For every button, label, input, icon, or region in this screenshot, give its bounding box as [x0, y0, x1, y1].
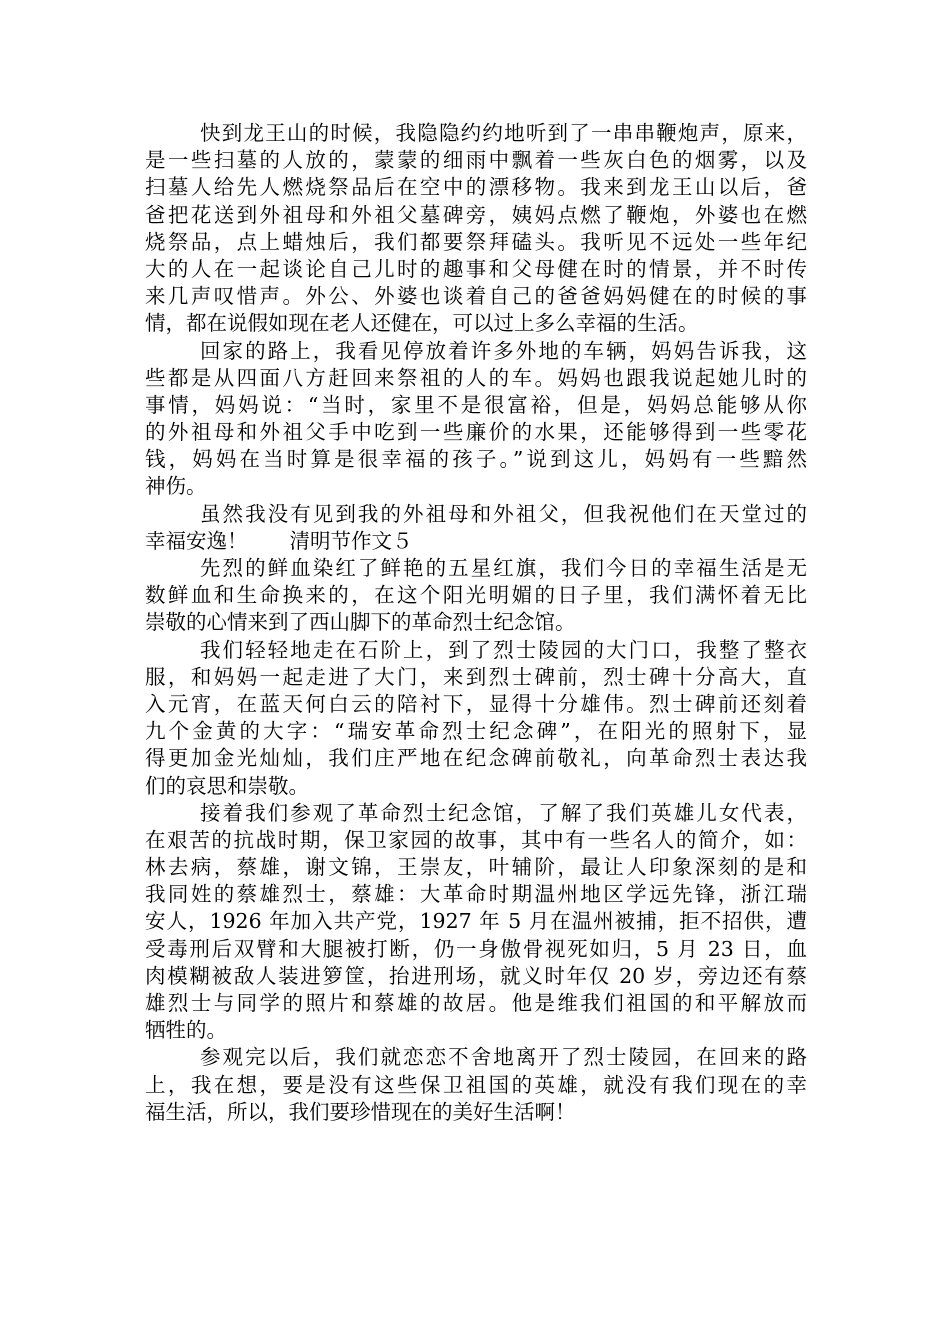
text-line: 接着我们参观了革命烈士纪念馆，了解了我们英雄儿女代表， [200, 800, 807, 825]
paragraph [145, 501, 807, 555]
text-line: 事情，妈妈说：“当时，家里不是很富裕，但是，妈妈总能够从你 [145, 392, 807, 417]
text-line: 我同姓的蔡雄烈士，蔡雄：大革命时期温州地区学远先锋，浙江瑞 [145, 882, 807, 907]
text-line: 些都是从四面八方赶回来祭祖的人的车。妈妈也跟我说起她儿时的 [145, 365, 807, 390]
text-line: 情，都在说假如现在老人还健在，可以过上多么幸福的生活。 [145, 311, 699, 336]
text-line: 的外祖母和外祖父手中吃到一些廉价的水果，还能够得到一些零花 [145, 420, 807, 445]
text-line: 先烈的鲜血染红了鲜艳的五星红旗，我们今日的幸福生活是无 [200, 556, 807, 580]
text-line: 肉模糊被敌人装进箩筐，抬进刑场，就义时年仅 20 岁，旁边还有蔡 [145, 963, 807, 988]
text-line: 扫墓人给先人燃烧祭品后在空中的漂移物。我来到龙王山以后，爸 [145, 175, 807, 200]
text-line: 烧祭品，点上蜡烛后，我们都要祭拜磕头。我听见不远处一些年纪 [145, 229, 807, 254]
text-line: 数鲜血和生命换来的，在这个阳光明媚的日子里，我们满怀着无比 [145, 583, 807, 608]
text-fragment: 幸福安逸！ [145, 528, 248, 553]
paragraph [145, 637, 807, 800]
text-line: 崇敬的心情来到了西山脚下的革命烈士纪念馆。 [145, 610, 576, 635]
text-line: 快到龙王山的时候，我隐隐约约地听到了一串串鞭炮声，原来， [200, 121, 807, 145]
text-line: 九个金黄的大字：“瑞安革命烈士纪念碑”，在阳光的照射下，显 [145, 719, 807, 744]
text-line: 是一些扫墓的人放的，蒙蒙的细雨中飘着一些灰白色的烟雾，以及 [145, 148, 807, 173]
text-line: 牺牲的。 [145, 1018, 227, 1043]
text-line: 上，我在想，要是没有这些保卫祖国的英雄，就没有我们现在的幸 [145, 1072, 807, 1097]
text-line: 林去病，蔡雄，谢文锦，王崇友，叶辅阶，最让人印象深刻的是和 [145, 855, 807, 880]
paragraph [145, 120, 807, 338]
text-line: 得更加金光灿灿，我们庄严地在纪念碑前敬礼，向革命烈士表达我 [145, 746, 807, 771]
text-line: 服，和妈妈一起走进了大门，来到烈士碑前，烈士碑十分高大，直 [145, 664, 807, 689]
text-line: 虽然我没有见到我的外祖母和外祖父，但我祝他们在天堂过的 [200, 501, 807, 526]
document-page [145, 120, 807, 1126]
text-line: 福生活，所以，我们要珍惜现在的美好生活啊！ [145, 1099, 576, 1124]
text-line: 受毒刑后双臂和大腿被打断，仍一身傲骨视死如归，5 月 23 日，血 [145, 936, 807, 961]
paragraph [145, 555, 807, 637]
text-line [145, 528, 807, 555]
text-line: 大的人在一起谈论自己儿时的趣事和父母健在时的情景，并不时传 [145, 256, 807, 281]
section-heading: 清明节作文５ [289, 528, 413, 553]
paragraph [145, 800, 807, 1045]
text-line: 钱，妈妈在当时算是很幸福的孩子。”说到这儿，妈妈有一些黯然 [145, 447, 807, 472]
text-line: 神伤。 [145, 474, 207, 499]
text-line: 爸把花送到外祖母和外祖父墓碑旁，姨妈点燃了鞭炮，外婆也在燃 [145, 202, 807, 227]
text-line: 在艰苦的抗战时期，保卫家园的故事，其中有一些名人的简介，如： [145, 827, 807, 852]
text-line: 们的哀思和崇敬。 [145, 773, 309, 798]
paragraph [145, 338, 807, 501]
text-line: 参观完以后，我们就恋恋不舍地离开了烈士陵园，在回来的路 [200, 1045, 807, 1070]
text-line: 回家的路上，我看见停放着许多外地的车辆，妈妈告诉我，这 [200, 338, 807, 363]
text-line: 安人，1926 年加入共产党，1927 年 5 月在温州被捕，拒不招供，遭 [145, 909, 807, 934]
text-line: 来几声叹惜声。外公、外婆也谈着自己的爸爸妈妈健在的时候的事 [145, 284, 807, 309]
text-line: 我们轻轻地走在石阶上，到了烈士陵园的大门口，我整了整衣 [200, 637, 807, 662]
paragraph [145, 1044, 807, 1126]
text-line: 雄烈士与同学的照片和蔡雄的故居。他是维我们祖国的和平解放而 [145, 991, 807, 1015]
text-line: 入元宵，在蓝天何白云的陪衬下，显得十分雄伟。烈士碑前还刻着 [145, 691, 807, 716]
